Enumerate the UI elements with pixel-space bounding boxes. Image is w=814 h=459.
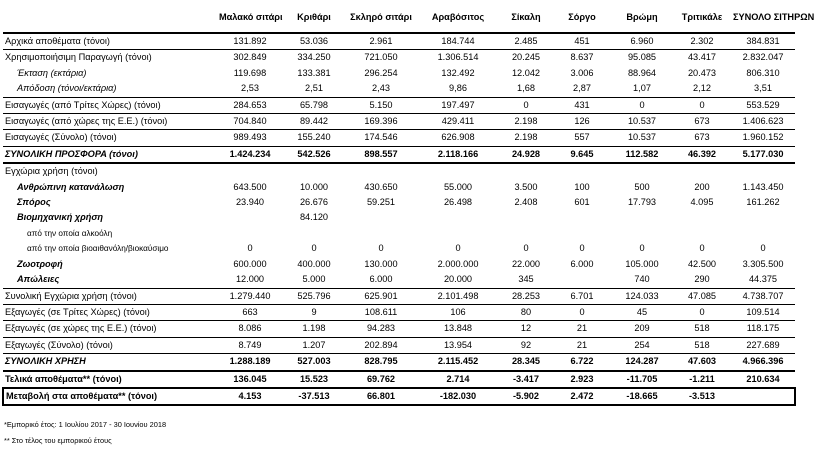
table-row [3, 33, 795, 50]
table-cell: 431 [553, 97, 611, 113]
table-cell: 92 [499, 337, 553, 353]
table-cell: 430.650 [364, 181, 398, 192]
header-corner [3, 2, 217, 33]
table-cell [731, 163, 795, 179]
table-cell: 6.722 [553, 354, 611, 371]
table-cell: 10.537 [611, 130, 673, 146]
table-cell: 28.345 [499, 354, 553, 371]
table-cell: -1.211 [673, 371, 731, 388]
table-cell: 1.406.623 [731, 114, 795, 130]
table-cell: 500 [634, 181, 650, 192]
table-cell: 1.198 [283, 321, 345, 337]
table-cell: 20.473 [687, 67, 717, 78]
table-cell: 553.529 [731, 97, 795, 113]
table-cell: 2.485 [499, 33, 553, 50]
table-cell: 254 [611, 337, 673, 353]
row-label: από την οποία αλκοόλη [27, 228, 113, 238]
table-cell [417, 226, 499, 241]
table-cell: 5.150 [345, 97, 417, 113]
table-cell: 47.603 [673, 354, 731, 371]
table-cell: 0 [455, 243, 461, 254]
row-label: Χρησιμοποιήσιμη Παραγωγή (τόνοι) [5, 52, 152, 63]
table-cell: 53.036 [283, 33, 345, 50]
table-cell: 174.546 [345, 130, 417, 146]
table-cell: 284.653 [217, 97, 283, 113]
row-label: Ανθρώπινη κατανάλωση [17, 181, 125, 192]
table-cell: 80 [499, 304, 553, 320]
table-row [3, 130, 795, 146]
table-cell [499, 226, 553, 241]
row-label: Σπόρος [17, 197, 51, 208]
table-cell [217, 226, 283, 241]
table-cell: 89.442 [283, 114, 345, 130]
table-cell: 124.287 [611, 354, 673, 371]
table-cell: 105.000 [625, 258, 659, 269]
table-cell: 9.645 [553, 146, 611, 163]
table-cell: 0 [499, 97, 553, 113]
table-cell: 1.143.450 [742, 181, 784, 192]
footnote-end-of-year: ** Στο τέλος του εμπορικού έτους [4, 436, 112, 445]
table-cell: 13.848 [417, 321, 499, 337]
table-cell [283, 226, 345, 241]
table-cell: 130.000 [364, 258, 398, 269]
row-label: Εξαγωγές (Σύνολο) (τόνοι) [3, 337, 217, 353]
table-cell: 47.085 [673, 288, 731, 304]
table-cell: 2.302 [673, 33, 731, 50]
table-cell: 197.497 [417, 97, 499, 113]
table-row [3, 272, 795, 288]
column-header: Κριθάρι [283, 2, 345, 33]
table-cell: 3.500 [514, 181, 538, 192]
row-label: Τελικά αποθέματα** (τόνοι) [3, 371, 217, 388]
row-label: ΣΥΝΟΛΙΚΗ ΧΡΗΣΗ [3, 354, 217, 371]
table-cell: 133.381 [297, 67, 331, 78]
table-cell: 384.831 [731, 33, 795, 50]
table-cell: 20.245 [511, 52, 541, 63]
table-cell: 106 [417, 304, 499, 320]
table-cell: 109.514 [731, 304, 795, 320]
table-cell: 26.498 [443, 197, 473, 208]
table-row [3, 210, 795, 225]
table-row [3, 97, 795, 113]
table-cell: 6.701 [553, 288, 611, 304]
table-cell: 2,51 [283, 81, 345, 97]
table-cell: 2,53 [217, 81, 283, 97]
table-cell: 155.240 [283, 130, 345, 146]
row-label: Συνολική Εγχώρια χρήση (τόνοι) [3, 288, 217, 304]
table-cell: 100 [574, 181, 590, 192]
table-cell: 6.960 [611, 33, 673, 50]
table-cell: -37.513 [283, 388, 345, 405]
table-cell: 66.801 [345, 388, 417, 405]
table-cell: 1.207 [283, 337, 345, 353]
column-header: Αραβόσιτος [417, 2, 499, 33]
table-cell: 161.262 [746, 197, 780, 208]
table-cell: 28.253 [499, 288, 553, 304]
table-cell [611, 210, 673, 225]
table-cell: 600.000 [233, 258, 267, 269]
table-cell: 2.115.452 [417, 354, 499, 371]
table-cell: 2.714 [417, 371, 499, 388]
table-cell: 2,43 [345, 81, 417, 97]
table-row [3, 146, 795, 163]
table-cell: 0 [523, 243, 529, 254]
table-cell: 209 [611, 321, 673, 337]
table-cell: 0 [579, 243, 585, 254]
grain-balance-table [2, 2, 814, 406]
row-label: Ζωοτροφή [17, 258, 63, 269]
table-cell: 88.964 [627, 67, 657, 78]
table-cell: 2.961 [345, 33, 417, 50]
table-cell: 527.003 [283, 354, 345, 371]
table-row [3, 371, 795, 388]
table-cell: 1.306.514 [437, 52, 479, 63]
table-cell [499, 210, 553, 225]
table-cell: 6.000 [570, 258, 594, 269]
table-cell: 1.288.189 [217, 354, 283, 371]
table-cell: 112.582 [611, 146, 673, 163]
table-cell: 210.634 [731, 371, 795, 388]
table-cell: 59.251 [366, 197, 396, 208]
table-cell: 525.796 [283, 288, 345, 304]
table-cell: 45 [611, 304, 673, 320]
table-row [3, 114, 795, 130]
table-cell: 1.960.152 [731, 130, 795, 146]
table-cell [553, 272, 611, 288]
table-cell: 0 [247, 243, 253, 254]
table-cell: 9 [283, 304, 345, 320]
table-cell: 22.000 [511, 258, 541, 269]
table-cell: 3.006 [570, 67, 594, 78]
table-cell: 673 [673, 114, 731, 130]
table-cell: 15.523 [283, 371, 345, 388]
table-cell [553, 210, 611, 225]
header-row [3, 2, 795, 33]
table-cell: 740 [611, 272, 673, 288]
table-cell: 136.045 [217, 371, 283, 388]
table-row [3, 81, 795, 97]
table-cell: 5.000 [283, 272, 345, 288]
row-label: Απόδοση (τόνοι/εκτάρια) [3, 81, 217, 97]
table-cell: 1.424.234 [217, 146, 283, 163]
row-label: Έκταση (εκτάρια) [17, 67, 87, 78]
table-cell: 518 [673, 321, 731, 337]
table-cell: 296.254 [364, 67, 398, 78]
table-row [3, 337, 795, 353]
row-label: Βιομηχανική χρήση [17, 212, 104, 223]
table-row [3, 388, 795, 405]
table-cell: 4.095 [690, 197, 714, 208]
table-cell: 2,12 [673, 81, 731, 97]
table-row [3, 304, 795, 320]
table-cell: 1.279.440 [217, 288, 283, 304]
table-row [3, 257, 795, 272]
table-cell: -3.417 [499, 371, 553, 388]
table-cell: 26.676 [299, 197, 329, 208]
table-cell: 13.954 [417, 337, 499, 353]
table-cell: 290 [673, 272, 731, 288]
table-cell: 44.375 [731, 272, 795, 288]
column-header: Βρώμη [611, 2, 673, 33]
table-row [3, 321, 795, 337]
table-cell: 1,07 [611, 81, 673, 97]
table-cell: 2.472 [553, 388, 611, 405]
table-cell: 21 [553, 321, 611, 337]
table-cell: 12.000 [217, 272, 283, 288]
table-row [3, 195, 795, 210]
table-cell: 0 [311, 243, 317, 254]
table-cell: 65.798 [283, 97, 345, 113]
table-cell [345, 210, 417, 225]
table-cell: 69.762 [345, 371, 417, 388]
table-cell: 601 [574, 197, 590, 208]
table-cell [499, 163, 553, 179]
row-label: ΣΥΝΟΛΙΚΗ ΠΡΟΣΦΟΡΑ (τόνοι) [3, 146, 217, 163]
column-header: Σκληρό σιτάρι [345, 2, 417, 33]
table-cell: 202.894 [345, 337, 417, 353]
table-cell: 23.940 [235, 197, 265, 208]
table-cell [673, 210, 731, 225]
table-cell: 55.000 [443, 181, 473, 192]
table-cell: 2,87 [553, 81, 611, 97]
table-cell: 542.526 [283, 146, 345, 163]
row-label: Απώλειες [3, 272, 217, 288]
table-cell: 3,51 [731, 81, 795, 97]
row-label: Εξαγωγές (σε χώρες της Ε.Ε.) (τόνοι) [3, 321, 217, 337]
table-cell: 108.611 [345, 304, 417, 320]
table-cell [345, 163, 417, 179]
table-cell: 2.118.166 [417, 146, 499, 163]
table-cell [417, 210, 499, 225]
table-cell: 557 [553, 130, 611, 146]
table-cell: 806.310 [746, 67, 780, 78]
row-label: Εισαγωγές (από Τρίτες Χώρες) (τόνοι) [3, 97, 217, 113]
table-cell: 9,86 [417, 81, 499, 97]
table-row [3, 66, 795, 81]
table-cell [731, 226, 795, 241]
table-cell: 2.408 [514, 197, 538, 208]
table-cell: 8.086 [217, 321, 283, 337]
table-cell: 24.928 [499, 146, 553, 163]
row-label: Εισαγωγές (Σύνολο) (τόνοι) [3, 130, 217, 146]
table-row [3, 163, 795, 179]
column-header: Σίκαλη [499, 2, 553, 33]
table-cell: 21 [553, 337, 611, 353]
table-cell: 0 [673, 304, 731, 320]
table-row [3, 180, 795, 195]
column-header: Τριτικάλε [673, 2, 731, 33]
table-cell: 1,68 [499, 81, 553, 97]
table-cell [417, 163, 499, 179]
row-label: Εισαγωγές (από χώρες της Ε.Ε.) (τόνοι) [3, 114, 217, 130]
table-cell: 0 [699, 243, 705, 254]
table-cell: 0 [760, 243, 766, 254]
table-cell: 94.283 [345, 321, 417, 337]
table-cell [345, 226, 417, 241]
table-cell: 643.500 [233, 181, 267, 192]
table-cell: 4.966.396 [731, 354, 795, 371]
table-cell [673, 163, 731, 179]
table-cell: 2.832.047 [742, 52, 784, 63]
table-cell: 626.908 [417, 130, 499, 146]
table-cell: 2.198 [499, 130, 553, 146]
table-row [3, 288, 795, 304]
table-cell [611, 226, 673, 241]
table-cell [673, 226, 731, 241]
table-cell: 0 [673, 97, 731, 113]
table-cell: 10.000 [299, 181, 329, 192]
table-cell: 518 [673, 337, 731, 353]
table-cell: 2.923 [553, 371, 611, 388]
table-cell: 17.793 [627, 197, 657, 208]
table-cell: 46.392 [673, 146, 731, 163]
row-label: Αρχικά αποθέματα (τόνοι) [3, 33, 217, 50]
table-cell: 989.493 [217, 130, 283, 146]
table-row [3, 226, 795, 241]
table-cell: 451 [553, 33, 611, 50]
table-cell: 118.175 [731, 321, 795, 337]
table-cell: 8.749 [217, 337, 283, 353]
table-cell: 200 [694, 181, 710, 192]
table-cell: 5.177.030 [731, 146, 795, 163]
table-cell: -182.030 [417, 388, 499, 405]
table-cell: 0 [378, 243, 384, 254]
table-cell: 8.637 [570, 52, 594, 63]
table-cell: -3.513 [673, 388, 731, 405]
table-cell: 6.000 [345, 272, 417, 288]
table-cell: -5.902 [499, 388, 553, 405]
table-cell [731, 388, 795, 405]
table-row [3, 354, 795, 371]
table-cell: 227.689 [731, 337, 795, 353]
table-cell: 4.153 [217, 388, 283, 405]
table-cell: 0 [553, 304, 611, 320]
table-cell [553, 226, 611, 241]
table-cell: 20.000 [417, 272, 499, 288]
column-header: Μαλακό σιτάρι [217, 2, 283, 33]
table-cell: 42.500 [687, 258, 717, 269]
table-cell [217, 210, 283, 225]
table-cell: 131.892 [217, 33, 283, 50]
table-cell [283, 163, 345, 179]
table-cell: 132.492 [441, 67, 475, 78]
table-cell: 673 [673, 130, 731, 146]
table-cell: 0 [611, 97, 673, 113]
table-cell: -18.665 [611, 388, 673, 405]
table-cell: -11.705 [611, 371, 673, 388]
footnote-marketing-year: *Εμπορικό έτος: 1 Ιουλίου 2017 - 30 Ιουνίου 2018 [4, 420, 167, 429]
table-cell: 2.101.498 [417, 288, 499, 304]
row-label: Εξαγωγές (σε Τρίτες Χώρες) (τόνοι) [3, 304, 217, 320]
table-cell: 828.795 [345, 354, 417, 371]
row-label: από την οποία βιοαιθανόλη/βιοκαύσιμο [27, 244, 169, 254]
table-cell: 12.042 [511, 67, 541, 78]
table-cell: 10.537 [611, 114, 673, 130]
table-row [3, 50, 795, 66]
table-cell [731, 210, 795, 225]
column-header: ΣΥΝΟΛΟ ΣΙΤΗΡΩΝ [731, 2, 795, 33]
table-cell: 2.000.000 [437, 258, 479, 269]
table-cell: 429.411 [417, 114, 499, 130]
table-cell: 400.000 [297, 258, 331, 269]
table-cell: 119.698 [233, 67, 267, 78]
table-cell [611, 163, 673, 179]
table-cell: 345 [499, 272, 553, 288]
table-cell: 4.738.707 [731, 288, 795, 304]
table-cell: 0 [639, 243, 645, 254]
table-cell: 334.250 [297, 52, 331, 63]
row-label: Μεταβολή στα αποθέματα** (τόνοι) [3, 388, 217, 405]
table-cell: 126 [553, 114, 611, 130]
table-cell: 302.849 [233, 52, 267, 63]
row-label: Εγχώρια χρήση (τόνοι) [5, 166, 98, 177]
table-cell: 84.120 [299, 212, 329, 223]
table-cell: 124.033 [611, 288, 673, 304]
table-cell: 704.840 [217, 114, 283, 130]
table-cell: 625.901 [345, 288, 417, 304]
table-cell: 2.198 [499, 114, 553, 130]
table-cell: 169.396 [345, 114, 417, 130]
table-row [3, 241, 795, 256]
table-cell [217, 163, 283, 179]
table-cell: 184.744 [417, 33, 499, 50]
table-cell [553, 163, 611, 179]
table-cell: 95.085 [627, 52, 657, 63]
column-header: Σόργο [553, 2, 611, 33]
table-cell: 3.305.500 [742, 258, 784, 269]
table-cell: 663 [217, 304, 283, 320]
table-cell: 43.417 [687, 52, 717, 63]
table-cell: 721.050 [364, 52, 398, 63]
table-cell: 12 [499, 321, 553, 337]
table-cell: 898.557 [345, 146, 417, 163]
